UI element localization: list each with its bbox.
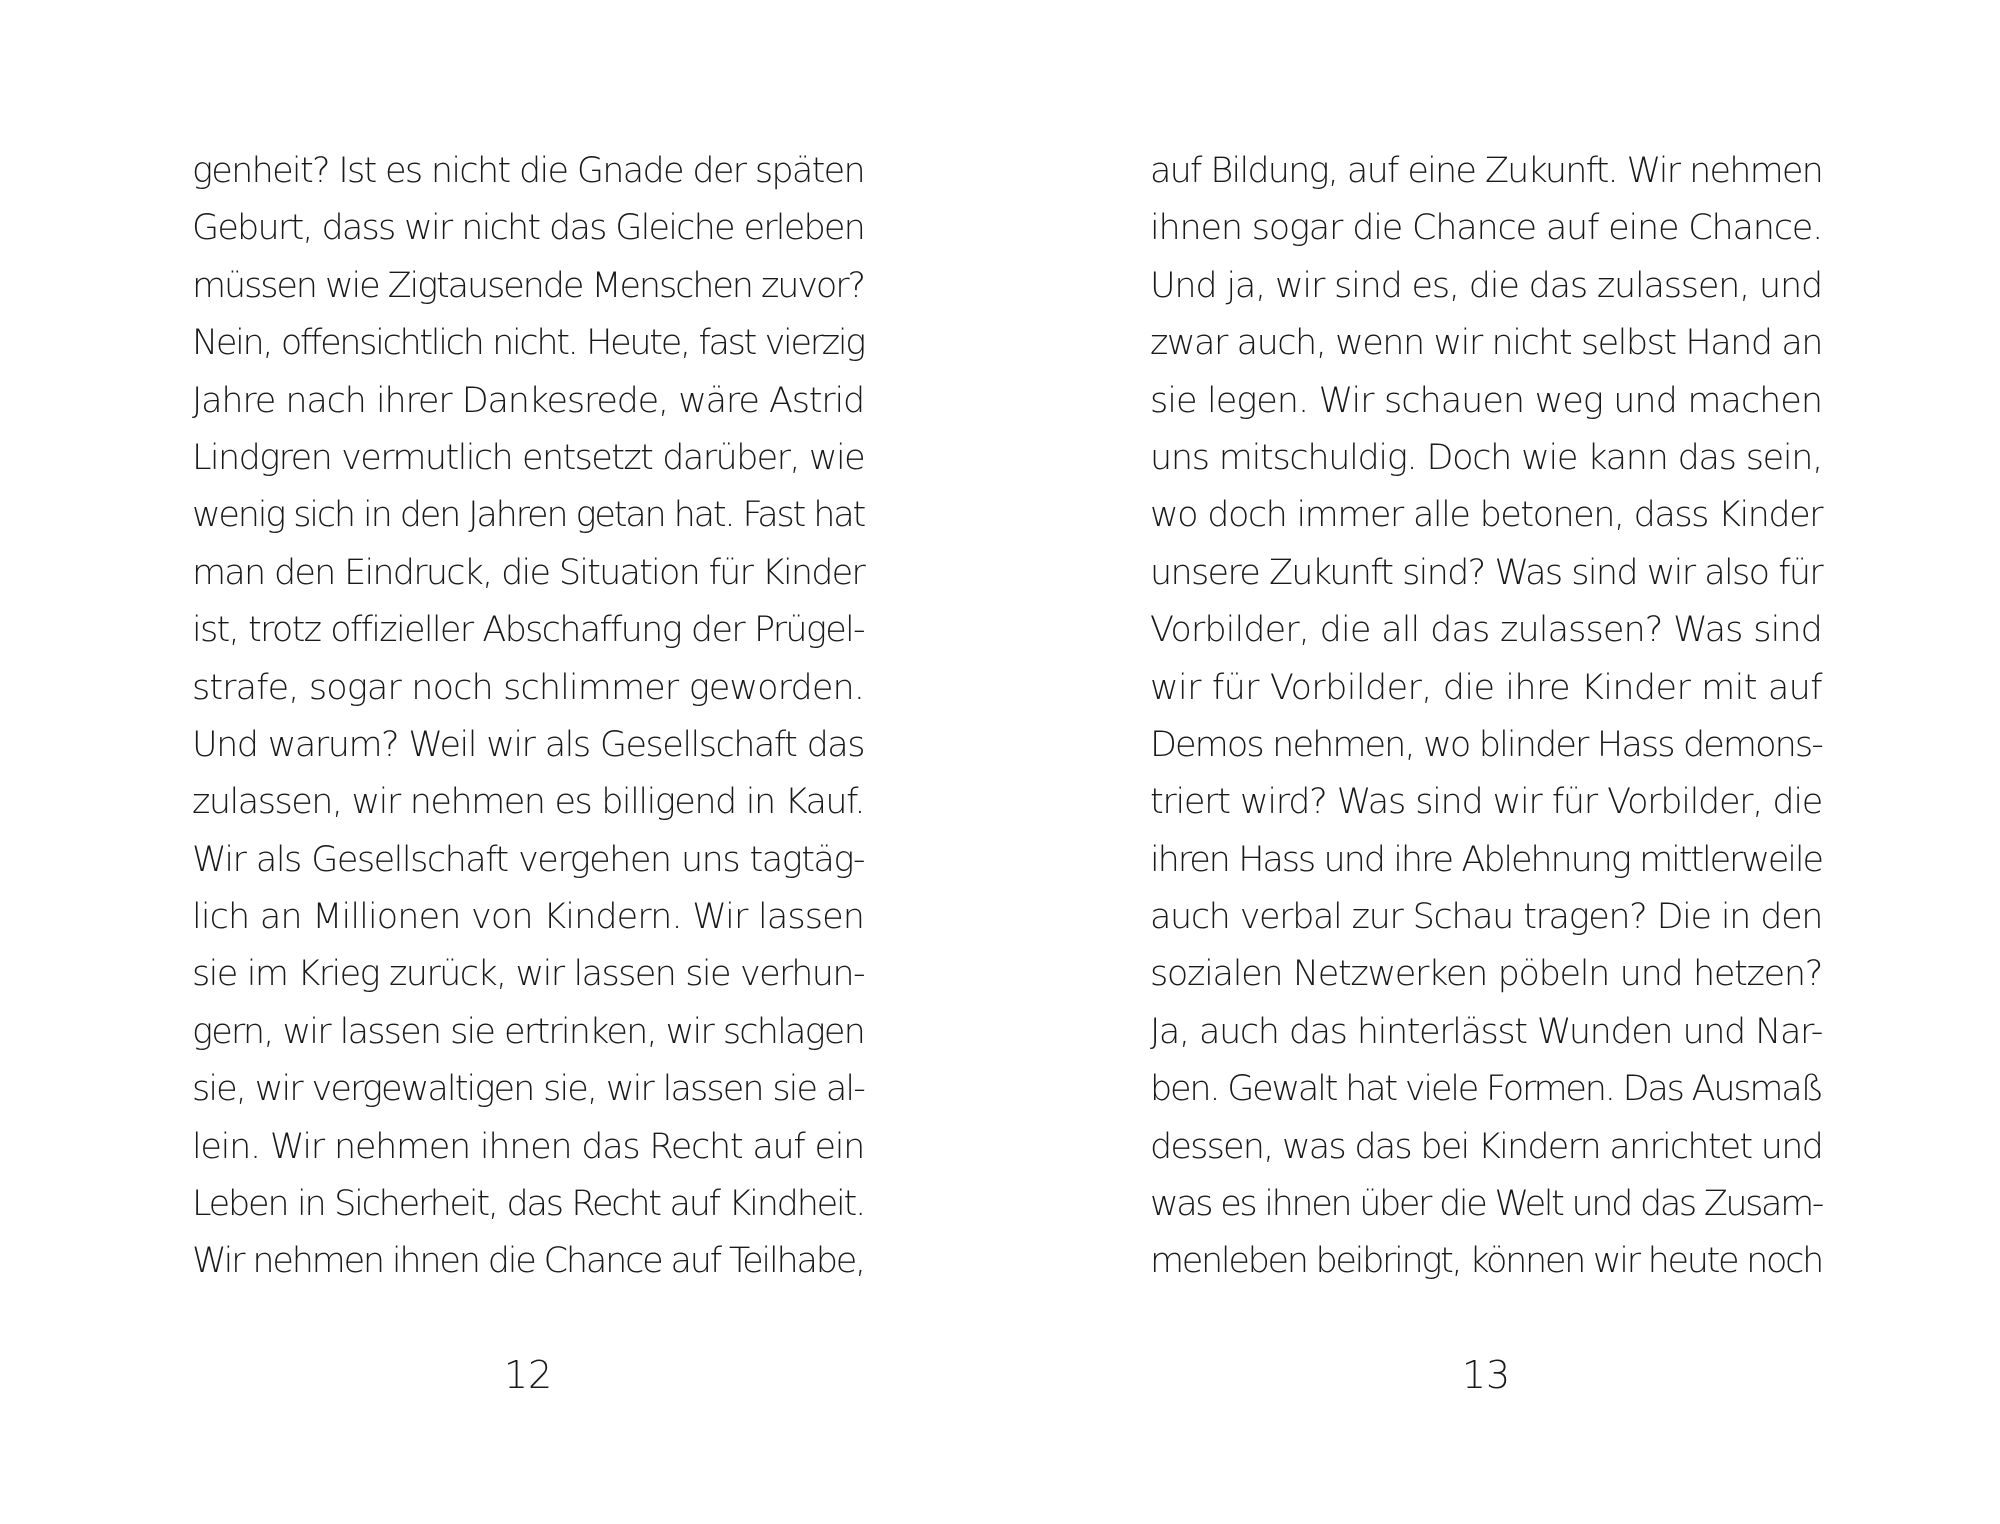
- left-page-body: [192, 143, 864, 1291]
- text-line: sie legen. Wir schauen weg und machen: [1150, 380, 1822, 421]
- text-line: Ja, auch das hinterlässt Wunden und Nar-: [1150, 1011, 1822, 1052]
- text-line: Wir nehmen ihnen die Chance auf Teilhabe,: [192, 1241, 864, 1282]
- text-line: triert wird? Was sind wir für Vorbilder, die: [1150, 782, 1822, 823]
- text-line: strafe, sogar noch schlimmer geworden.: [192, 667, 864, 708]
- text-line: lein. Wir nehmen ihnen das Recht auf ein: [192, 1126, 864, 1167]
- text-line: uns mitschuldig. Doch wie kann das sein,: [1150, 437, 1822, 478]
- text-line: müssen wie Zigtausende Menschen zuvor?: [192, 265, 864, 306]
- text-line: ihnen sogar die Chance auf eine Chance.: [1150, 208, 1822, 249]
- text-line: man den Eindruck, die Situation für Kinder: [192, 552, 864, 593]
- text-line: ist, trotz offizieller Abschaffung der Prügel-: [192, 610, 864, 651]
- text-line: ihren Hass und ihre Ablehnung mittlerweile: [1150, 839, 1822, 880]
- text-line: ben. Gewalt hat viele Formen. Das Ausmaß: [1150, 1069, 1822, 1110]
- text-line: Leben in Sicherheit, das Recht auf Kindheit.: [192, 1184, 864, 1225]
- text-line: wir für Vorbilder, die ihre Kinder mit auf: [1150, 667, 1822, 708]
- text-line: sie, wir vergewaltigen sie, wir lassen sie al-: [192, 1069, 864, 1110]
- text-line: was es ihnen über die Welt und das Zusam-: [1150, 1184, 1822, 1225]
- text-line: Jahre nach ihrer Dankesrede, wäre Astrid: [192, 380, 864, 421]
- text-line: Und warum? Weil wir als Gesellschaft das: [192, 724, 864, 765]
- text-line: gern, wir lassen sie ertrinken, wir schlagen: [192, 1011, 864, 1052]
- text-line: Lindgren vermutlich entsetzt darüber, wie: [192, 437, 864, 478]
- text-line: zulassen, wir nehmen es billigend in Kauf.: [192, 782, 864, 823]
- text-line: wenig sich in den Jahren getan hat. Fast hat: [192, 495, 864, 536]
- text-line: dessen, was das bei Kindern anrichtet und: [1150, 1126, 1822, 1167]
- text-line: wo doch immer alle betonen, dass Kinder: [1150, 495, 1822, 536]
- text-line: zwar auch, wenn wir nicht selbst Hand an: [1150, 323, 1822, 364]
- text-line: Wir als Gesellschaft vergehen uns tagtäg-: [192, 839, 864, 880]
- text-line: unsere Zukunft sind? Was sind wir also für: [1150, 552, 1822, 593]
- text-line: menleben beibringt, können wir heute noch: [1150, 1241, 1822, 1282]
- text-line: lich an Millionen von Kindern. Wir lassen: [192, 897, 864, 938]
- text-line: sie im Krieg zurück, wir lassen sie verhun-: [192, 954, 864, 995]
- text-line: auf Bildung, auf eine Zukunft. Wir nehmen: [1150, 151, 1822, 191]
- text-line: Und ja, wir sind es, die das zulassen, und: [1150, 265, 1822, 306]
- right-page-body: [1150, 143, 1822, 1291]
- text-line: Demos nehmen, wo blinder Hass demons-: [1150, 724, 1822, 765]
- text-line: Vorbilder, die all das zulassen? Was sind: [1150, 610, 1822, 651]
- text-line: Nein, offensichtlich nicht. Heute, fast vierzig: [192, 323, 864, 364]
- text-line: Geburt, dass wir nicht das Gleiche erleben: [192, 208, 864, 249]
- text-line: sozialen Netzwerken pöbeln und hetzen?: [1150, 954, 1822, 995]
- text-line: genheit? Ist es nicht die Gnade der späten: [192, 151, 864, 191]
- page-number-right: 13: [1461, 1353, 1511, 1397]
- text-line: auch verbal zur Schau tragen? Die in den: [1150, 897, 1822, 938]
- page-number-left: 12: [503, 1353, 553, 1397]
